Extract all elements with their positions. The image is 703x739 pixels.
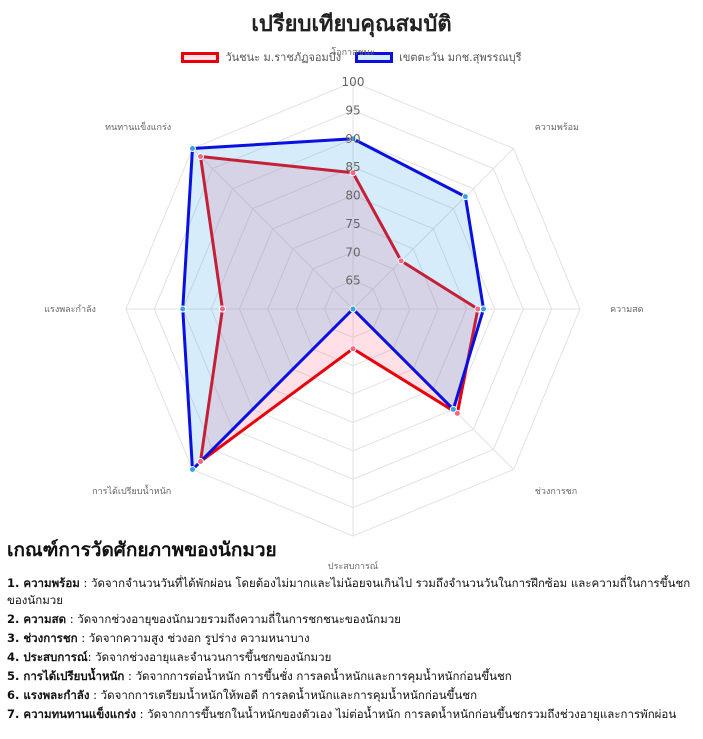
criteria-term: 4. ประสบการณ์ bbox=[7, 650, 88, 664]
series-area-2 bbox=[183, 139, 484, 470]
tick-label: 65 bbox=[345, 273, 361, 288]
legend-swatch-series-1 bbox=[181, 52, 219, 63]
criteria-heading: เกณฑ์การวัดศักยภาพของนักมวย bbox=[7, 539, 277, 561]
criteria-desc: : วัดจากช่วงอายุและจำนวนการขึ้นชกของนักมวย bbox=[87, 650, 332, 664]
criteria-term: 5. การได้เปรียบน้ำหนัก bbox=[7, 669, 125, 683]
tick-label: 80 bbox=[345, 188, 361, 203]
data-point[interactable] bbox=[198, 458, 204, 464]
criteria-desc: : วัดจากการเตรียมน้ำหนักให้พอดี การลดน้ำหนักและการคุมน้ำหนักก่อนขึ้นชก bbox=[89, 688, 478, 702]
criteria-desc: : วัดจากความสูง ช่วงอก รูปร่าง ความหนาบาง bbox=[77, 631, 310, 645]
tick-label: 95 bbox=[345, 103, 361, 118]
data-point[interactable] bbox=[198, 154, 204, 160]
criteria-item bbox=[7, 630, 697, 647]
legend-label-series-1: วันชนะ ม.ราชภัฏจอมบึง bbox=[225, 51, 342, 64]
data-point[interactable] bbox=[189, 467, 195, 473]
criteria-item bbox=[7, 687, 697, 704]
chart-title: เปรียบเทียบคุณสมบัติ bbox=[251, 12, 452, 37]
data-point[interactable] bbox=[219, 306, 225, 312]
axis-label: ช่วงการชก bbox=[534, 486, 578, 497]
data-point[interactable] bbox=[475, 306, 481, 312]
data-point[interactable] bbox=[398, 258, 404, 264]
axis-label: ประสบการณ์ bbox=[327, 562, 379, 573]
criteria-item bbox=[7, 706, 697, 723]
data-point[interactable] bbox=[450, 406, 456, 412]
criteria-item bbox=[7, 575, 697, 609]
legend-label-series-2: เขตตะวัน มกช.สุพรรณบุรี bbox=[399, 51, 522, 64]
axis-label: ความสด bbox=[610, 305, 644, 315]
criteria-item bbox=[7, 611, 697, 628]
tick-label: 100 bbox=[341, 75, 365, 89]
criteria-term: 3. ช่วงการชก bbox=[7, 631, 78, 645]
criteria-term: 6. แรงพละกำลัง bbox=[7, 688, 90, 702]
criteria-item bbox=[7, 668, 697, 685]
axis-label: โอกาสชนะ bbox=[331, 47, 375, 58]
tick-label: 75 bbox=[345, 216, 361, 231]
data-point[interactable] bbox=[189, 145, 195, 151]
axis-label: แรงพละกำลัง bbox=[44, 305, 96, 315]
legend-item-series-2[interactable] bbox=[355, 48, 521, 66]
data-point[interactable] bbox=[481, 306, 487, 312]
criteria-desc: : วัดจากการขึ้นชกในน้ำหนักของตัวเอง ไม่ต่อน้ำหนัก การลดน้ำหนักก่อนขึ้นชกรวมถึงช่วงอายุและการพักผ่อน bbox=[135, 707, 677, 721]
data-point[interactable] bbox=[462, 194, 468, 200]
data-point[interactable] bbox=[350, 306, 356, 312]
tick-label: 90 bbox=[345, 131, 361, 146]
criteria-section bbox=[7, 535, 697, 725]
criteria-term: 1. ความพร้อม bbox=[7, 576, 80, 590]
axis-label: การได้เปรียบน้ำหนัก bbox=[92, 486, 172, 497]
data-point[interactable] bbox=[180, 306, 186, 312]
criteria-item bbox=[7, 649, 697, 666]
criteria-desc: : วัดจากจำนวนวันที่ได้พักผ่อน โดยต้องไม่มากและไม่น้อยจนเกินไป รวมถึงจำนวนวันในการฝึกซ้อม และความถี่ในการขึ้นชกของนักมวย bbox=[7, 576, 691, 607]
criteria-term: 7. ความทนทานแข็งแกร่ง bbox=[7, 707, 136, 721]
criteria-desc: : วัดจากการต่อน้ำหนัก การขึ้นชั่ง การลดน้ำหนักและการคุมน้ำหนักก่อนขึ้นชก bbox=[124, 669, 512, 683]
tick-label: 85 bbox=[345, 160, 361, 175]
criteria-desc: : วัดจากช่วงอายุของนักมวยรวมถึงความถี่ในการชกชนะของนักมวย bbox=[66, 612, 401, 626]
legend-item-series-1[interactable] bbox=[181, 48, 341, 66]
axis-label: ความพร้อม bbox=[534, 123, 579, 134]
criteria-list bbox=[7, 575, 697, 723]
data-point[interactable] bbox=[350, 346, 356, 352]
criteria-term: 2. ความสด bbox=[7, 612, 67, 626]
axis-label: ทนทานแข็งแกร่ง bbox=[105, 123, 172, 134]
tick-label: 70 bbox=[345, 245, 361, 260]
